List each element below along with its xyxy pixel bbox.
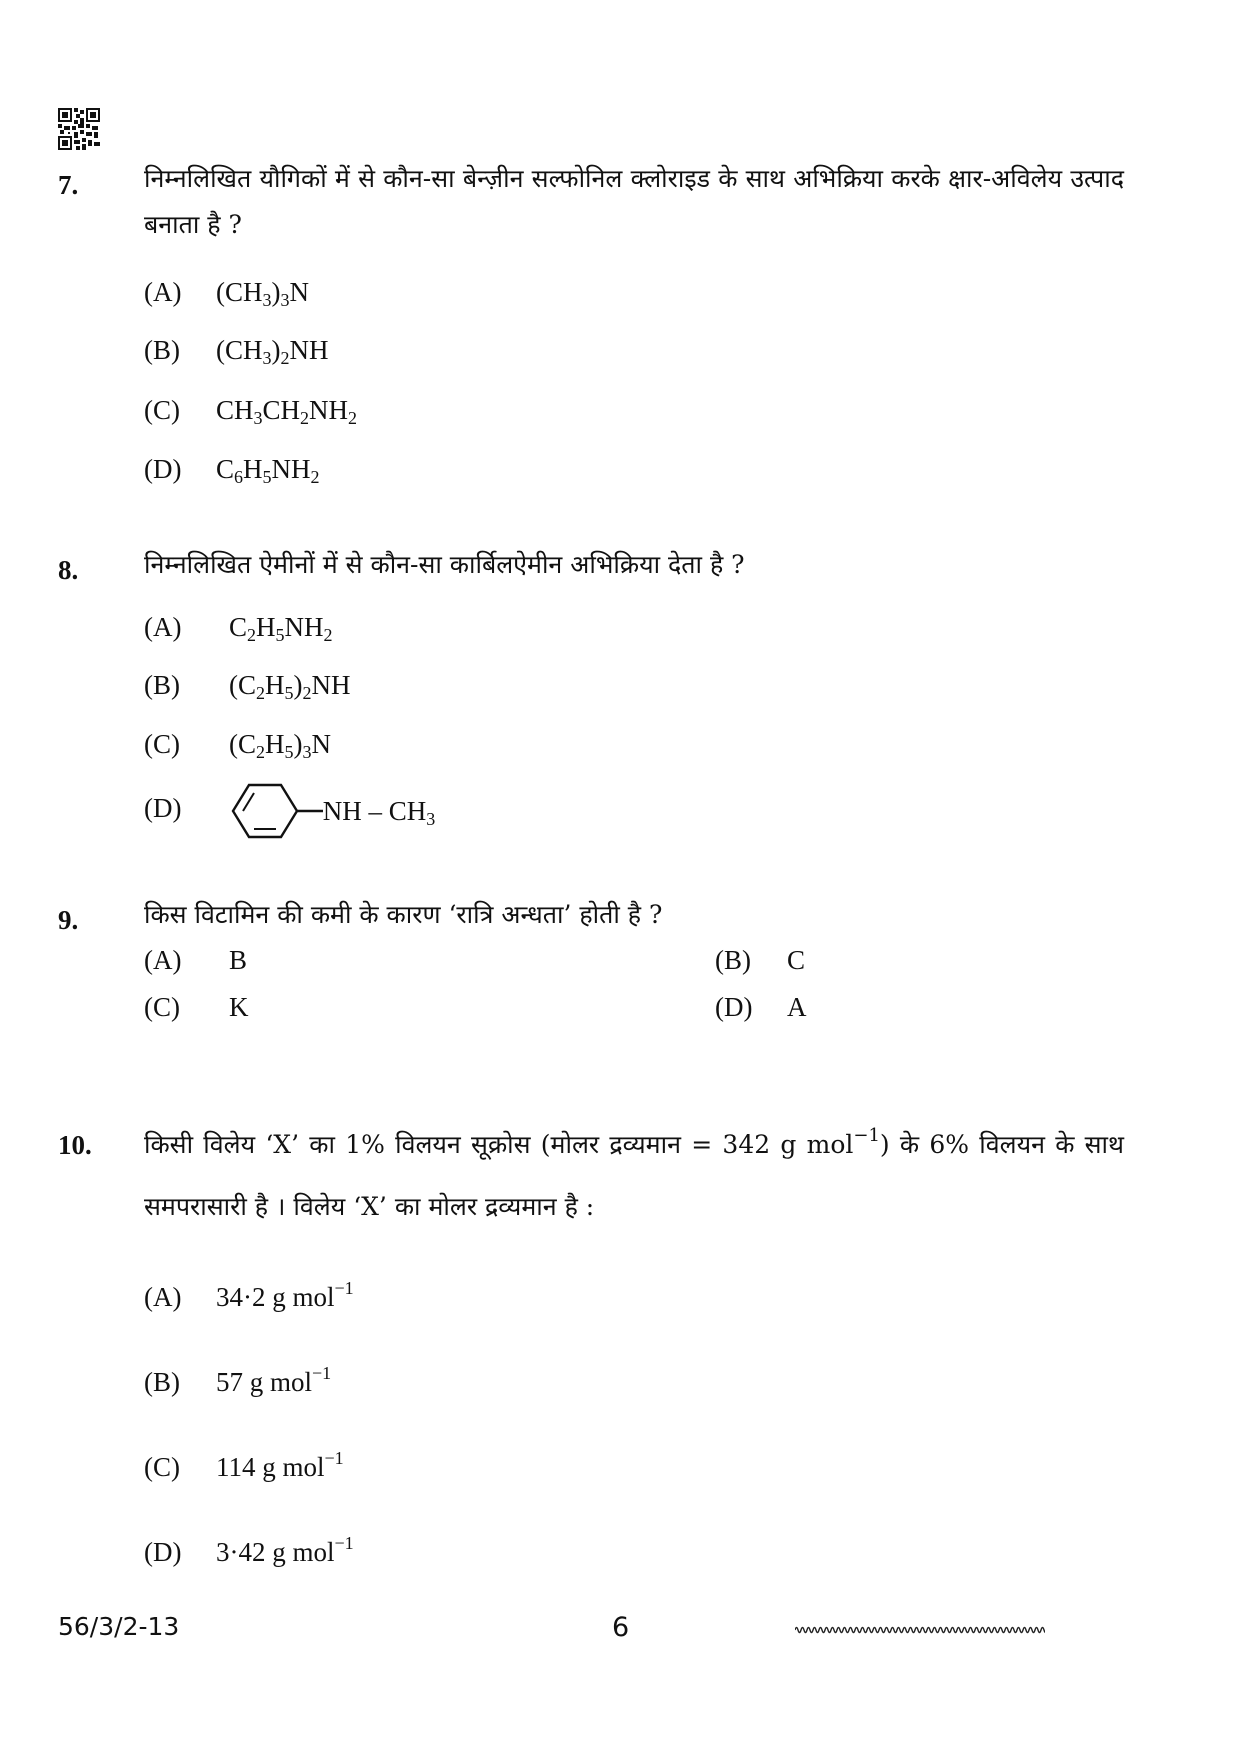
wavy-line-icon bbox=[795, 1624, 1045, 1636]
option-a bbox=[144, 1278, 354, 1313]
option-label: (C) bbox=[144, 729, 180, 759]
page-number: 6 bbox=[612, 1612, 630, 1643]
option-value: A bbox=[787, 992, 807, 1022]
option-a bbox=[144, 612, 333, 643]
option-d bbox=[715, 992, 807, 1023]
option-c bbox=[144, 1448, 344, 1483]
option-value: C bbox=[787, 945, 806, 975]
option-b bbox=[715, 945, 805, 976]
option-label: (A) bbox=[144, 1282, 182, 1312]
option-label: (D) bbox=[715, 992, 753, 1022]
option-value: $(C_2H_5)_2NH$ bbox=[229, 670, 351, 703]
question-text: निम्नलिखित यौगिकों में से कौन-सा बेन्ज़ीन सल्फोनिल क्लोराइड के साथ अभिक्रिया करके क्षार-अविलेय उत्पाद बनाता है ? bbox=[144, 164, 1124, 239]
option-value: K bbox=[229, 992, 249, 1022]
option-value: $(C_2H_5)_3N$ bbox=[229, 729, 331, 762]
option-label: (B) bbox=[144, 1367, 180, 1397]
option-label: (A) bbox=[144, 945, 182, 975]
option-a bbox=[144, 945, 247, 976]
option-label: (D) bbox=[144, 793, 182, 824]
option-label: (A) bbox=[144, 612, 182, 642]
option-label: (A) bbox=[144, 277, 182, 307]
option-label: (B) bbox=[715, 945, 751, 975]
option-label: (B) bbox=[144, 335, 180, 365]
option-value: $C_6H_5NH_2$ bbox=[216, 454, 320, 487]
question-text: किस विटामिन की कमी के कारण ‘रात्रि अन्धता’ होती है ? bbox=[144, 900, 663, 929]
option-a bbox=[144, 277, 309, 308]
question-text: किसी विलेय ‘X’ का 1% विलयन सूक्रोस (मोलर द्रव्यमान = 342 g mol$^{-1}$) के 6% विलयन के साथ समपरासारी है । विलेय ‘X’ का मोलर द्रव्यमान है : bbox=[144, 1125, 1124, 1221]
question-number: 9. bbox=[58, 905, 79, 935]
option-value: 57 g mol$^{-1}$ bbox=[216, 1363, 332, 1397]
option-c bbox=[144, 992, 249, 1023]
option-b bbox=[144, 335, 329, 366]
option-value: NH – $CH_3$ bbox=[322, 795, 436, 829]
option-d bbox=[144, 779, 435, 843]
option-c bbox=[144, 729, 331, 760]
option-label: (C) bbox=[144, 395, 180, 425]
option-label: (C) bbox=[144, 1452, 180, 1482]
option-value: $C_2H_5NH_2$ bbox=[229, 612, 333, 645]
question-number: 7. bbox=[58, 170, 79, 200]
option-label: (B) bbox=[144, 670, 180, 700]
option-value: 3·42 g mol$^{-1}$ bbox=[216, 1533, 354, 1567]
option-value: $(CH_3)_3N$ bbox=[216, 277, 309, 310]
question-number: 10. bbox=[58, 1130, 92, 1160]
option-d bbox=[144, 454, 320, 485]
qr-code-icon bbox=[58, 108, 100, 150]
option-b bbox=[144, 1363, 332, 1398]
option-value: B bbox=[229, 945, 248, 975]
option-value: $(CH_3)_2NH$ bbox=[216, 335, 329, 368]
option-value: $CH_3CH_2NH_2$ bbox=[216, 395, 358, 428]
benzene-ring-icon bbox=[223, 779, 323, 843]
option-c bbox=[144, 395, 357, 426]
option-b bbox=[144, 670, 351, 701]
option-d bbox=[144, 1533, 354, 1568]
option-label: (D) bbox=[144, 1537, 182, 1567]
option-label: (D) bbox=[144, 454, 182, 484]
option-value: 114 g mol$^{-1}$ bbox=[216, 1448, 344, 1482]
option-label: (C) bbox=[144, 992, 180, 1022]
question-text: निम्नलिखित ऐमीनों में से कौन-सा कार्बिलऐमीन अभिक्रिया देता है ? bbox=[144, 550, 745, 579]
option-value: 34·2 g mol$^{-1}$ bbox=[216, 1278, 354, 1312]
paper-code: 56/3/2-13 bbox=[58, 1612, 180, 1641]
question-number: 8. bbox=[58, 555, 79, 585]
